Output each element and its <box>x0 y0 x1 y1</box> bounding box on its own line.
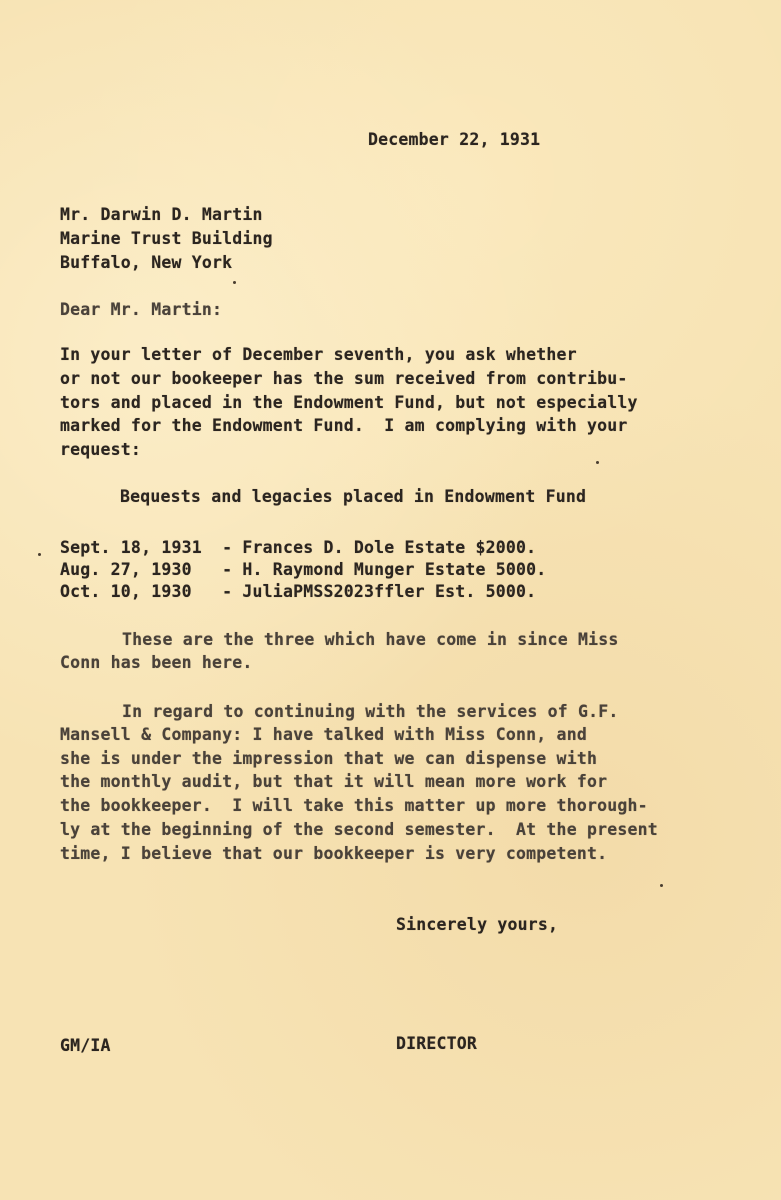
typist-initials: GM/IA <box>60 1036 111 1055</box>
paragraph-line: the bookkeeper. I will take this matter up more thorough- <box>60 796 648 815</box>
paragraph-line: request: <box>60 440 142 459</box>
paragraph-line: she is under the impression that we can dispense with <box>60 749 598 768</box>
paragraph-line: Conn has been here. <box>60 653 253 672</box>
list-heading: Bequests and legacies placed in Endowment Fund <box>120 487 587 506</box>
paragraph-line: Mansell & Company: I have talked with Miss Conn, and <box>60 725 587 744</box>
paper-speck <box>38 553 41 556</box>
signature-title: DIRECTOR <box>396 1034 478 1053</box>
bequest-entry: Oct. 10, 1930 - JuliaPMSS2023ffler Est. 5000. <box>60 582 537 601</box>
salutation: Dear Mr. Martin: <box>60 300 223 319</box>
paper-speck <box>660 884 663 887</box>
paragraph-line: time, I believe that our bookkeeper is very competent. <box>60 844 608 863</box>
letter-date: December 22, 1931 <box>368 130 541 149</box>
paper-speck <box>233 281 236 284</box>
recipient-name: Mr. Darwin D. Martin <box>60 205 263 224</box>
paragraph-line: In regard to continuing with the services of G.F. <box>122 702 619 721</box>
paragraph-line: These are the three which have come in since Miss <box>122 630 619 649</box>
paragraph-line: ly at the beginning of the second semester. At the present <box>60 820 658 839</box>
recipient-city: Buffalo, New York <box>60 253 233 272</box>
paper-speck <box>596 461 599 464</box>
paragraph-line: or not our bookeeper has the sum received from contribu- <box>60 369 628 388</box>
bequest-entry: Aug. 27, 1930 - H. Raymond Munger Estate 5000. <box>60 560 547 579</box>
recipient-address-line: Marine Trust Building <box>60 229 273 248</box>
bequest-entry: Sept. 18, 1931 - Frances D. Dole Estate $2000. <box>60 538 537 557</box>
closing: Sincerely yours, <box>396 915 559 934</box>
paragraph-line: tors and placed in the Endowment Fund, but not especially <box>60 393 638 412</box>
paragraph-line: marked for the Endowment Fund. I am complying with your <box>60 416 628 435</box>
paragraph-line: the monthly audit, but that it will mean more work for <box>60 772 608 791</box>
paragraph-line: In your letter of December seventh, you ask whether <box>60 345 577 364</box>
